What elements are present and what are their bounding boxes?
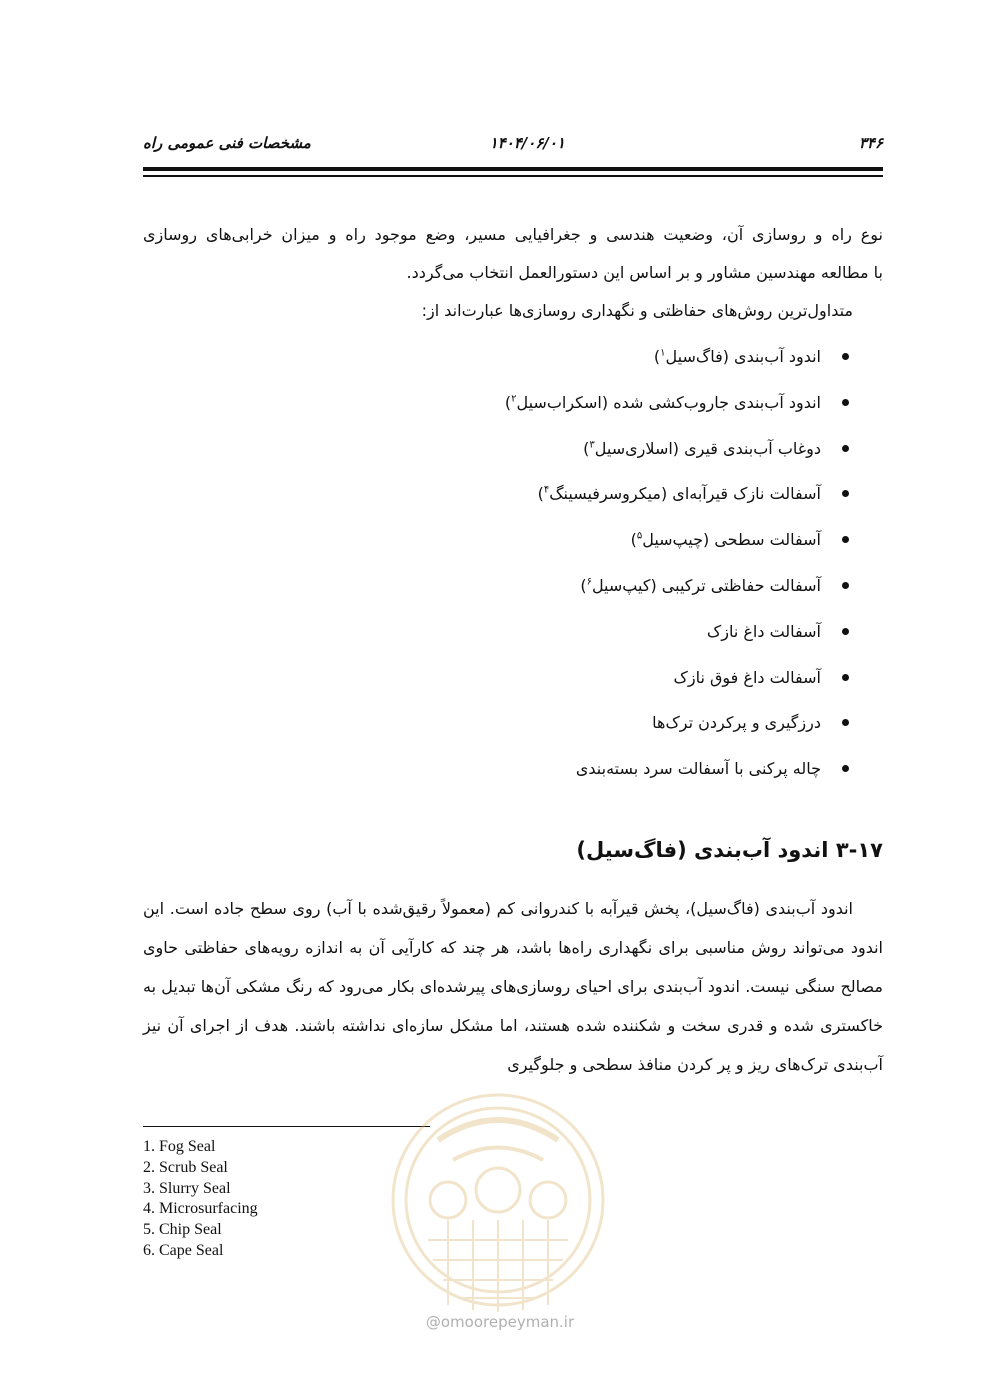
list-item: آسفالت حفاظتی ترکیبی (کیپ‌سیل$^۶$) [143,567,883,613]
page-number: ۳۴۶ [858,134,883,152]
intro-line-2: با مطالعه مهندسین مشاور و بر اساس این دستورالعمل انتخاب می‌گردد. [406,263,883,282]
list-item: دوغاب آب‌بندی قیری (اسلاری‌سیل$^۳$) [143,430,883,476]
header-rule-thin [143,175,883,177]
methods-list [143,338,883,796]
list-item: چاله پرکنی با آسفالت سرد بسته‌بندی [143,750,883,796]
intro-line-1: نوع راه و روسازی آن، وضعیت هندسی و جغرافیایی مسیر، وضع موجود راه و میزان خرابی‌های روسازی [143,225,883,244]
header-rule-thick [143,167,883,171]
list-item: اندود آب‌بندی جاروب‌کشی شده (اسکراب‌سیل$^۲$) [143,384,883,430]
section-body: اندود آب‌بندی (فاگ‌سیل)، پخش قیرآبه با کندروانی کم (معمولاً رقیق‌شده با آب) روی سطح جاده است. این اندود می‌تواند روش مناسبی برای نگهداری راه‌ها باشد، هر چند که کارآیی آن به اندازه رویه‌های حفاظتی حاوی مصالح سنگی نیست. اندود آب‌بندی برای احیای روسازی‌های پیرشده‌ای بکار می‌رود که رنگ مشکی آن‌ها تبدیل به خاکستری شده و قدری سخت و شکننده شده هستند، اما مشکل سازه‌ای نداشته باشند. هدف از اجرای آن نیز آب‌بندی ترک‌های ریز و پر کردن منافذ سطحی و جلوگیری [143,899,883,1074]
footnote: 6. Cape Seal [143,1241,224,1259]
list-item: آسفالت داغ نازک [143,613,883,659]
list-item: درزگیری و پرکردن ترک‌ها [143,704,883,750]
list-item: اندود آب‌بندی (فاگ‌سیل$^۱$) [143,338,883,384]
list-item: آسفالت داغ فوق نازک [143,659,883,705]
page-header [143,130,883,160]
footnote: 5. Chip Seal [143,1221,222,1239]
intro-paragraph [143,216,883,330]
footnote: 3. Slurry Seal [143,1179,231,1197]
watermark-logo-icon [378,1080,618,1340]
header-title: مشخصات فنی عمومی راه [143,134,311,152]
list-item: آسفالت نازک قیرآبه‌ای (میکروسرفیسینگ$^۴$) [143,475,883,521]
footnote: 4. Microsurfacing [143,1200,258,1218]
header-date: ۱۴۰۴/۰۶/۰۱ [489,134,565,152]
footnotes [143,1137,258,1262]
footnote: 1. Fog Seal [143,1138,216,1155]
intro-line-3: متداول‌ترین روش‌های حفاظتی و نگهداری روسازی‌ها عبارت‌اند از: [421,301,853,320]
section-heading: ۳-۱۷ اندود آب‌بندی (فاگ‌سیل) [576,838,883,862]
list-item: آسفالت سطحی (چیپ‌سیل$^۵$) [143,521,883,567]
watermark-url: @omoorepeyman.ir [425,1313,575,1331]
footnote: 2. Scrub Seal [143,1158,228,1176]
